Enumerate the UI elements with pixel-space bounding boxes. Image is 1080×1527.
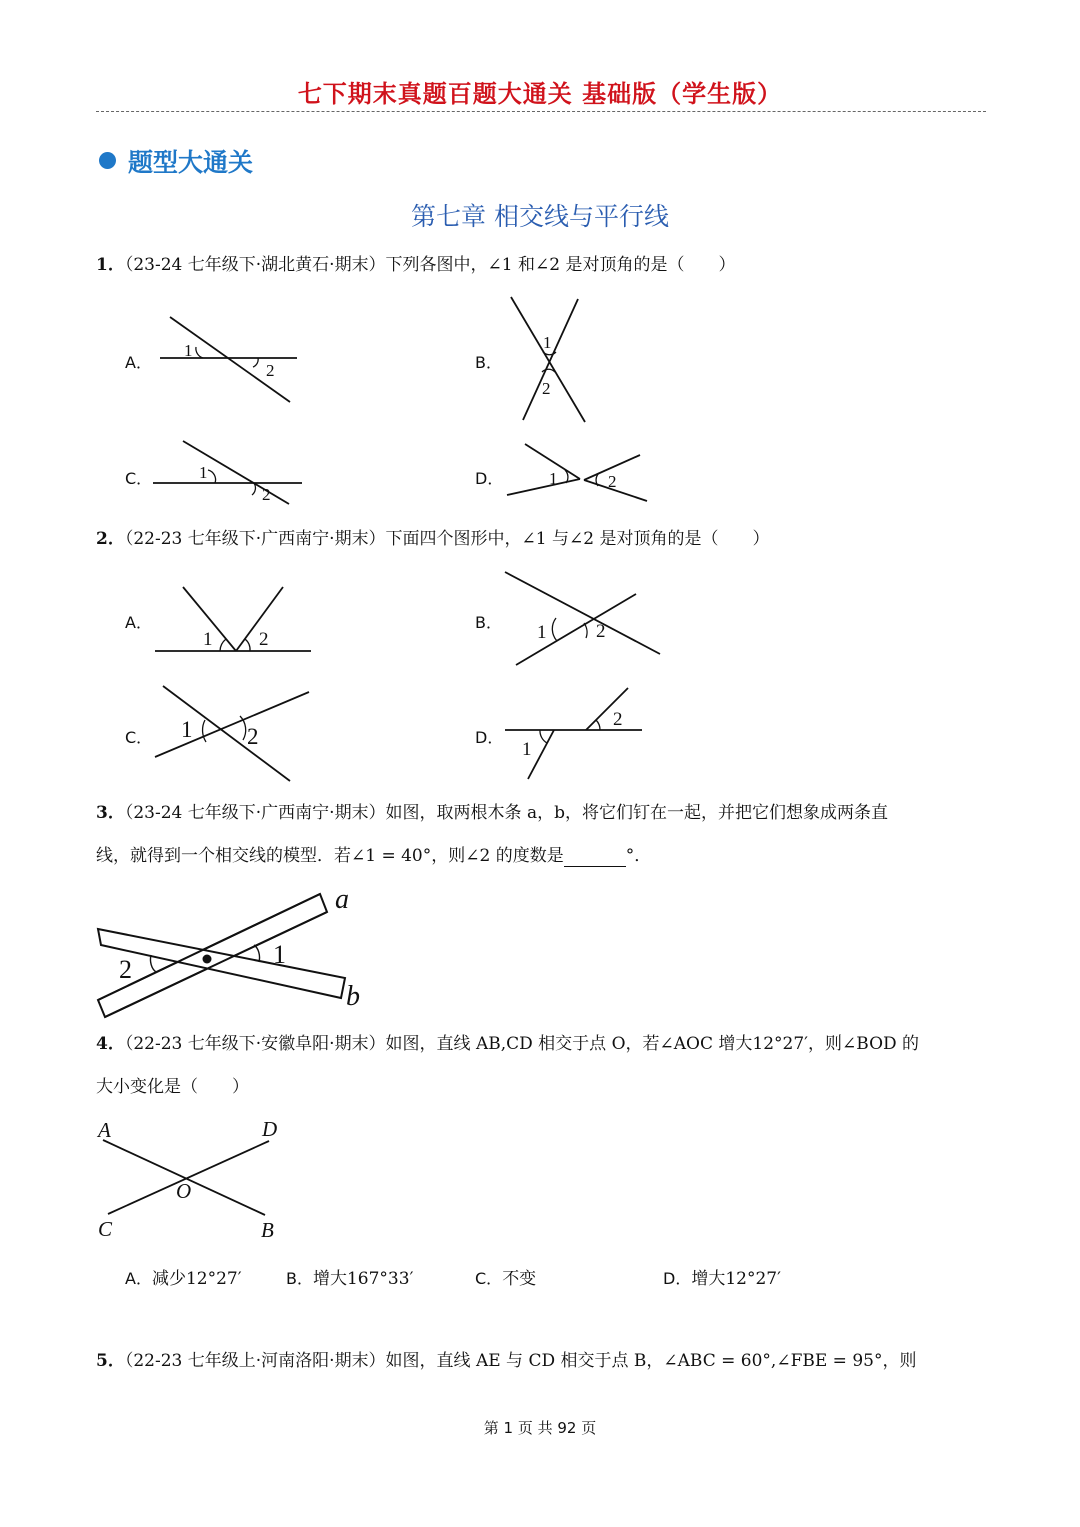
- point-a-label: A: [98, 1118, 111, 1142]
- q2-option-d-label: D．: [475, 728, 504, 747]
- question-3-text-3: °．: [625, 846, 652, 866]
- page-footer: 第 1 页 共 92 页: [483, 1419, 597, 1437]
- q4-choice-a[interactable]: [125, 1264, 242, 1289]
- q2c-angle1-label: 1: [181, 717, 193, 742]
- q4-choice-a-text: 减少12°27′: [151, 1269, 242, 1289]
- q3-angle1-label: 1: [273, 940, 286, 969]
- q1-option-b-label: B．: [475, 353, 502, 372]
- section-title: 题型大通关: [128, 148, 254, 177]
- q4-choice-c[interactable]: [475, 1264, 536, 1289]
- question-3-text-2: 线，就得到一个相交线的模型．若∠1 = 40°，则∠2 的度数是: [96, 846, 564, 866]
- q4-choice-c-text: 不变: [502, 1269, 537, 1289]
- q4-choice-b-text: 增大167°33′: [312, 1269, 414, 1289]
- q1-option-c-label: C．: [125, 469, 153, 488]
- stick-a-label: a: [335, 884, 349, 915]
- q1c-angle2-label: 2: [262, 485, 271, 504]
- question-4-text-2: 大小变化是（ ）: [96, 1077, 249, 1097]
- q2-option-b-label: B．: [475, 613, 502, 632]
- question-3-text-1: （23-24 七年级下·广西南宁·期末）如图，取两根木条 a，b，将它们钉在一起，并把它们想象成两条直: [124, 803, 888, 823]
- question-4-text-1: （22-23 七年级下·安徽阜阳·期末）如图，直线 AB,CD 相交于点 O，若∠AOC 增大12°27′，则∠BOD 的: [124, 1034, 920, 1054]
- q4-choice-a-letter: A．: [125, 1269, 152, 1288]
- q4-choice-b[interactable]: [286, 1264, 413, 1289]
- question-5-text: （22-23 七年级上·河南洛阳·期末）如图，直线 AE 与 CD 相交于点 B，∠ABC = 60°,∠FBE = 95°，则: [124, 1351, 917, 1371]
- stick-b-label: b: [346, 981, 360, 1012]
- document-header-title: 七下期末真题百题大通关 基础版（学生版）: [297, 80, 783, 108]
- point-c-label: C: [98, 1217, 113, 1241]
- q2d-angle1-label: 1: [522, 739, 532, 760]
- q2b-angle2-label: 2: [596, 621, 606, 642]
- q2d-angle2-label: 2: [613, 709, 623, 730]
- question-4-number: 4．: [96, 1034, 125, 1054]
- q4-choice-c-letter: C．: [475, 1269, 503, 1288]
- q2c-angle2-label: 2: [247, 724, 259, 749]
- question-2-text: （22-23 七年级下·广西南宁·期末）下面四个图形中，∠1 与∠2 是对顶角的是（ ）: [124, 529, 770, 549]
- q2b-angle1-label: 1: [537, 622, 547, 643]
- q2-option-a-label: A．: [125, 613, 152, 632]
- question-5-number: 5．: [96, 1351, 125, 1371]
- q1d-angle1-label: 1: [549, 469, 558, 488]
- question-1-text: （23-24 七年级下·湖北黄石·期末）下列各图中，∠1 和∠2 是对顶角的是（ ）: [124, 255, 736, 275]
- q1a-angle1-label: 1: [184, 341, 193, 360]
- q4-choice-b-letter: B．: [286, 1269, 313, 1288]
- q2-option-c-label: C．: [125, 728, 153, 747]
- question-2-number: 2．: [96, 529, 125, 549]
- q1-option-d-label: D．: [475, 469, 504, 488]
- q1b-angle2-label: 2: [542, 379, 551, 398]
- line-ab: [103, 1140, 265, 1215]
- question-3-number: 3．: [96, 803, 125, 823]
- line-cd: [108, 1141, 269, 1214]
- chapter-title: 第七章 相交线与平行线: [411, 202, 669, 231]
- question-5: [96, 1350, 916, 1372]
- q4-choice-d-letter: D．: [663, 1269, 692, 1288]
- q2a-angle2-label: 2: [259, 629, 269, 650]
- q4-choice-d-text: 增大12°27′: [691, 1269, 781, 1289]
- question-1-number: 1．: [96, 255, 125, 275]
- point-o-label: O: [176, 1179, 192, 1203]
- q2a-angle1-label: 1: [203, 629, 213, 650]
- q4-choice-d[interactable]: [663, 1264, 781, 1289]
- q1-option-a-label: A．: [125, 353, 152, 372]
- q1a-angle2-label: 2: [266, 361, 275, 380]
- point-b-label: B: [261, 1218, 274, 1242]
- q1b-angle1-label: 1: [543, 333, 552, 352]
- q3-angle2-label: 2: [119, 955, 132, 984]
- point-d-label: D: [262, 1117, 278, 1141]
- q1d-angle2-label: 2: [608, 472, 617, 491]
- q1c-angle1-label: 1: [199, 463, 208, 482]
